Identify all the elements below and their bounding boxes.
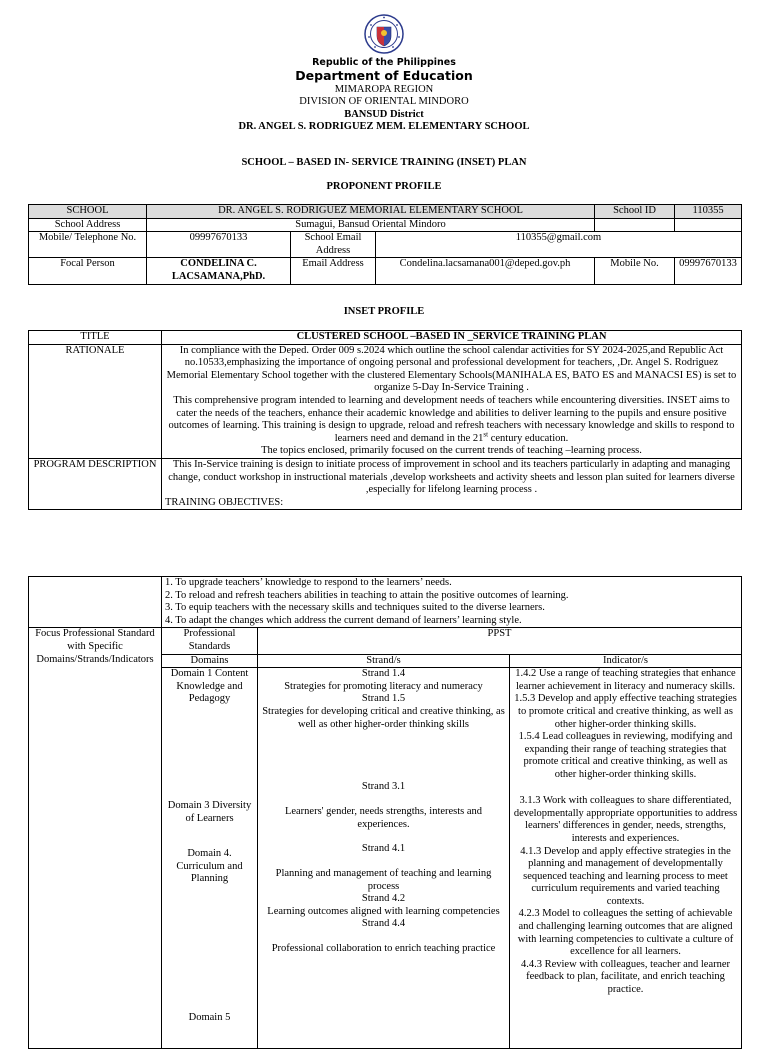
school-id-value: 110355 (675, 205, 742, 219)
inset-profile-title: INSET PROFILE (343, 306, 425, 317)
strand-1-5-text: Strategies for developing critical and creative thinking, as well as other higher-order thinking skills (262, 705, 505, 730)
strand-3-1-text: Learners' gender, needs strengths, interests and experiences. (284, 805, 483, 830)
professional-standards-label: Professional Standards (162, 628, 258, 654)
rationale-paragraph-2: This comprehensive program intended to learning and development needs of teachers while encountering diversities. INSET aims to cater the needs of the teachers, enhance their academic knowledge and abilities to deliver learning to the pupils and ensure positive outcomes of learning. This training is design to upgrade, reload and refresh teachers with necessary knowledge and skills to respond to learners need and demand in the 21 (168, 394, 735, 444)
strand-4-4: Strand 4.4 (361, 918, 406, 930)
strand-1-4: Strand 1.4 (361, 668, 406, 680)
program-description-cell (162, 458, 742, 509)
region-text: MIMAROPA REGION (334, 84, 434, 95)
mobile-label: Mobile No. (595, 258, 675, 284)
rationale-superscript: st (483, 430, 489, 439)
strand-1-5: Strand 1.5 (361, 693, 406, 705)
ppst-label: PPST (258, 628, 742, 654)
rationale-label: RATIONALE (29, 344, 162, 458)
empty-cell (29, 577, 162, 628)
strand-1-4-text: Strategies for promoting literacy and numeracy (284, 680, 483, 692)
strands-label: Strand/s (258, 654, 510, 668)
focal-person-value: CONDELINA C. LACSAMANA,PhD. (147, 258, 291, 284)
objective-item: 3. To equip teachers with the necessary skills and techniques suited to the diverse learners. (165, 602, 545, 614)
school-label: SCHOOL (29, 205, 147, 219)
strand-4-2-text: Learning outcomes aligned with learning competencies (267, 905, 500, 917)
strand-4-1: Strand 4.1 (361, 842, 406, 854)
indicator-4-1-3: 4.1.3 Develop and apply effective strategies in the planning and management of developmentally sequenced teaching and learning process to meet curriculum requirements and varied teaching contexts. (520, 845, 731, 907)
rationale-paragraph-3: The topics enclosed, primarily focused on the current trends of teaching –learning process. (261, 445, 642, 457)
domains-cell (162, 668, 258, 1049)
domain-5: Domain 5 (188, 1012, 231, 1024)
strand-4-2: Strand 4.2 (361, 893, 406, 905)
rationale-paragraph-2-end: century education. (488, 432, 569, 444)
rationale-text (162, 344, 742, 458)
program-description-text: This In-Service training is design to initiate process of improvement in school and its teachers particularly in adapting and managing change, conduct workshop in instructional materials ,develop worksheets and activity sheets and lesson plan suited for learners diverse ,especially for lifelong learning process . (168, 458, 735, 496)
rationale-paragraph-1: In compliance with the Deped. Order 009 s.2024 which outline the school calendar activities for SY 2024-2025,and Republic Act no.10533,emphasizing the importance of ongoing personal and professional development for teachers, ,Dr. Angel S. Rodriguez Memorial Elementary School together with the clustered Elementary Schools(MANIHALA ES, BATO ES and MANACSI ES) is set to organize 5-Day In-Service Training . (166, 344, 737, 394)
plan-title: SCHOOL – BASED IN- SERVICE TRAINING (INSET) PLAN (241, 157, 527, 168)
indicator-4-2-3: 4.2.3 Model to colleagues the setting of achievable and challenging learning outcomes that are aligned with learning competencies to cultivate a culture of excellence for all learners. (517, 908, 734, 958)
republic-text: Republic of the Philippines (312, 57, 456, 68)
indicators-cell (510, 668, 742, 1049)
domain-3: Domain 3 Diversity of Learners (167, 800, 252, 824)
division-text: DIVISION OF ORIENTAL MINDORO (299, 96, 469, 107)
domains-label: Domains (162, 654, 258, 668)
mobile-value: 09997670133 (675, 258, 742, 284)
address-value: Sumagui, Bansud Oriental Mindoro (147, 218, 595, 232)
objective-item: 1. To upgrade teachers’ knowledge to respond to the learners’ needs. (165, 577, 452, 588)
department-title: Department of Education (295, 68, 473, 83)
strands-cell (258, 668, 510, 1049)
training-objectives-label: TRAINING OBJECTIVES: (165, 496, 284, 508)
school-email-value: 110355@gmail.com (376, 232, 742, 258)
domain-4: Domain 4. Curriculum and Planning (176, 848, 243, 885)
school-id-label: School ID (595, 205, 675, 219)
address-label: School Address (29, 218, 147, 232)
title-value: CLUSTERED SCHOOL –BASED IN _SERVICE TRAINING PLAN (162, 331, 742, 345)
email-label: Email Address (291, 258, 376, 284)
focal-person-label: Focal Person (29, 258, 147, 284)
proponent-profile-table (28, 204, 742, 285)
empty-cell (595, 218, 675, 232)
inset-profile-table (28, 330, 742, 510)
phone-value: 09997670133 (147, 232, 291, 258)
indicator-1-4-2: 1.4.2 Use a range of teaching strategies that enhance learner achievement in literacy and numeracy skills. (515, 668, 736, 692)
indicator-3-1-3: 3.1.3 Work with colleagues to share differentiated, developmentally appropriate opportunities to address learners' differences in gender, needs, strengths, interests and experiences. (513, 795, 738, 844)
proponent-profile-title: PROPONENT PROFILE (326, 181, 442, 192)
ppst-table (28, 576, 742, 1049)
district-text: BANSUD District (344, 109, 424, 120)
strand-3-1: Strand 3.1 (361, 780, 406, 792)
empty-cell (675, 218, 742, 232)
focus-standard-label: Focus Professional Standard with Specific Domains/Strands/Indicators (29, 628, 162, 1049)
school-email-label: School Email Address (291, 232, 376, 258)
objective-item: 2. To reload and refresh teachers abilities in teaching to attain the positive outcomes of learning. (165, 589, 569, 601)
strand-4-1-text: Planning and management of teaching and learning process (275, 867, 492, 892)
indicator-1-5-3: 1.5.3 Develop and apply effective teaching strategies to promote critical and creative thinking, as well as other higher-order thinking skills. (514, 693, 737, 730)
indicators-label: Indicator/s (510, 654, 742, 668)
domain-1: Domain 1 Content Knowledge and Pedagogy (170, 668, 249, 705)
school-value: DR. ANGEL S. RODRIGUEZ MEMORIAL ELEMENTARY SCHOOL (147, 205, 595, 219)
deped-seal-logo (364, 14, 404, 54)
strand-4-4-text: Professional collaboration to enrich teaching practice (271, 943, 496, 955)
indicator-4-4-3: 4.4.3 Review with colleagues, teacher and learner feedback to plan, facilitate, and enrich teaching practice. (520, 958, 731, 996)
objectives-cell (162, 577, 742, 628)
objective-item: 4. To adapt the changes which address the current demand of learners’ learning style. (165, 614, 522, 626)
title-label: TITLE (29, 331, 162, 345)
phone-label: Mobile/ Telephone No. (29, 232, 147, 258)
email-value: Condelina.lacsamana001@deped.gov.ph (376, 258, 595, 284)
school-name-header: DR. ANGEL S. RODRIGUEZ MEM. ELEMENTARY SCHOOL (238, 121, 530, 132)
indicator-1-5-4: 1.5.4 Lead colleagues in reviewing, modifying and expanding their range of teaching strategies that promote critical and creative thinking, as well as other higher-order thinking skills. (518, 731, 733, 780)
program-description-label: PROGRAM DESCRIPTION (29, 458, 162, 509)
